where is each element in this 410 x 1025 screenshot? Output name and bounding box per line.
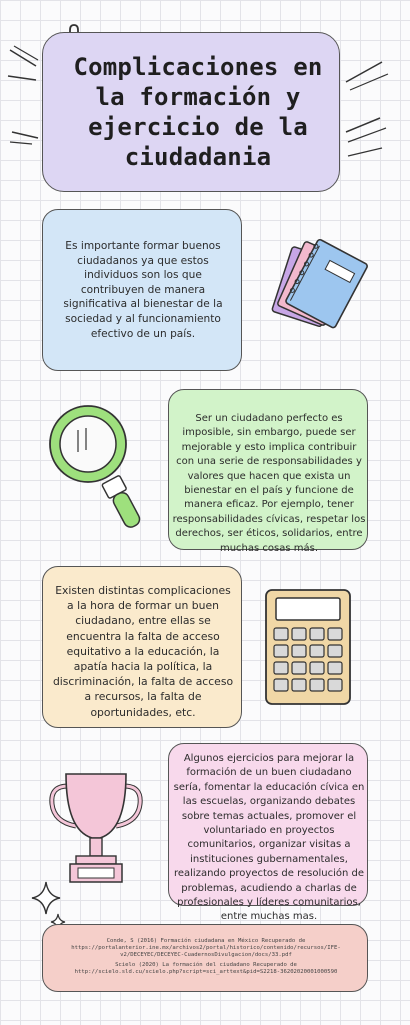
info-card-1-text: Es importante formar buenos ciudadanos ya que estos individuos son los que contribuyen de manera significativa al bienestar de la sociedad y al funcionamiento efectivo de un país. (63, 240, 223, 340)
notebooks-icon (262, 236, 372, 346)
right-accent-lines-icon (342, 60, 392, 170)
info-card-2-text: Ser un ciudadano perfecto es imposible, sin embargo, puede ser mejorable y esto implica contribuir con una serie de responsabilidades y valores que hacen que exista un bienestar en el país y funcione de manera eficaz. Por ejemplo, tener responsabilidades cívicas, respetar los derechos, ser éticos, solidarios, entre muchas cosas más. (172, 413, 366, 554)
left-accent-lines-icon (2, 40, 42, 150)
calculator-icon (264, 588, 354, 708)
info-card-4-text: Algunos ejercicios para mejorar la formación de un buen ciudadano sería, fomentar la educación cívica en las escuelas, organizando debates sobre temas actuales, promover el voluntariado en proyectos comunitarios, organizar visitas a instituciones gubernamentales, realizando proyectos de resolución de problemas, acudiendo a charlas de profesionales y líderes comunitarios, entre muchas mas. (173, 753, 365, 923)
info-card-3-text: Existen distintas complicaciones a la hora de formar un buen ciudadano, entre ellas se encuentra la falta de acceso equitativo a la educación, la apatía hacia la política, la discriminación, la falta de acceso a recursos, la falta de oportunidades, etc. (52, 584, 234, 719)
trophy-icon (46, 768, 146, 888)
reference-1: Conde, S (2016) Formación ciudadana en México Recuperado de https://portalanterior.ine.mx/archivos2/portal/historico/contenido/recursos/IFE-v2/DECEYEC/DECEYEC-CuadernosDivulgacion/docs/33.pdf (71, 938, 341, 959)
page-title: Complicaciones en la formación y ejercicio de la ciudadania (73, 53, 323, 171)
reference-2: Scielo (2020) La formación del ciudadano Recuperado de http://scielo.sld.cu/scielo.php?script=sci_arttext&pid=S2218-36202020001000590 (74, 962, 338, 976)
magnifying-glass-icon (40, 402, 150, 532)
